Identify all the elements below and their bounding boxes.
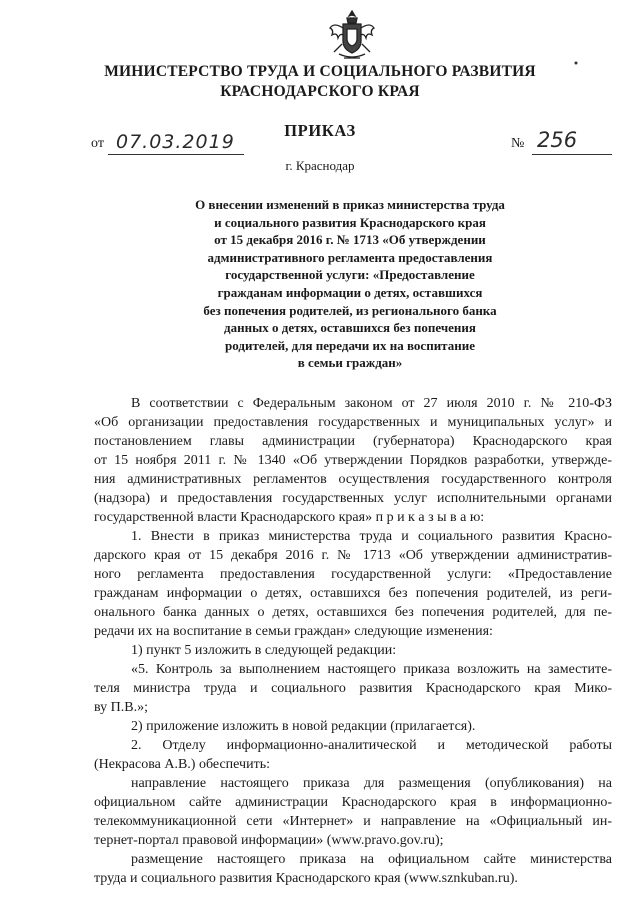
body-line: ния административных регламентов осуществления государственного контроля [94,472,612,487]
title-line: гражданам информации о детях, оставшихся [217,284,483,300]
date-underline [108,154,244,155]
handwritten-date: 07.03.2019 [116,131,235,153]
order-title [160,196,540,372]
title-line: в семьи граждан» [297,355,403,371]
body-line: тернет-портал правовой информации» (www.pravo.gov.ru); [94,833,444,848]
body-line: гражданам информации о детях, оставшихся без попечения родителей, из реги- [94,586,612,601]
body-line: телекоммуникационной сети «Интернет» и направление на «Официальный ин- [94,814,612,829]
title-line: данных о детях, оставшихся без попечения [224,320,476,336]
body-line: 2. Отделу информационно-аналитической и методической работы [131,738,612,753]
city-name: г. Краснодар [285,158,355,173]
body-line: постановлением главы администрации (губернатора) Краснодарского края [94,434,612,449]
ministry-name-line-1: МИНИСТЕРСТВО ТРУДА И СОЦИАЛЬНОГО РАЗВИТИЯ [104,63,536,80]
body-line: «5. Контроль за выполнением настоящего приказа возложить на заместите- [131,662,612,677]
date-prefix: от [91,136,104,151]
body-line: ного регламента предоставления государственной услуги: «Предоставление [94,567,612,582]
body-line: (Некрасова А.В.) обеспечить: [94,757,270,772]
title-line: от 15 декабря 2016 г. № 1713 «Об утверждении [214,232,486,248]
body-line: 2) приложение изложить в новой редакции (прилагается). [131,719,476,734]
stray-dot-mark [573,60,579,66]
number-prefix: № [511,136,525,151]
body-line: ву П.В.»; [94,700,148,715]
title-line: родителей, для передачи их на воспитание [225,337,475,353]
body-line: теля министра труда и социального развития Краснодарского края Мико- [94,681,612,696]
body-line: государственной власти Краснодарского края» п р и к а з ы в а ю: [94,510,485,525]
body-line: труда и социального развития Краснодарского края (www.sznkuban.ru). [94,871,518,886]
body-line: дарского края от 15 декабря 2016 г. № 1713 «Об утверждении административ- [94,548,612,563]
body-line: онального банка данных о детях, оставшихся без попечения родителей, для пе- [94,605,612,620]
title-line: О внесении изменений в приказ министерства труда [195,197,505,212]
body-line: «Об организации предоставления государственных и муниципальных услуг» и [94,415,612,430]
title-line: и социального развития Краснодарского края [214,214,486,230]
number-underline [532,154,612,155]
title-line: без попечения родителей, из регионального банка [203,302,497,318]
body-line: 1. Внести в приказ министерства труда и социального развития Красно- [131,529,612,544]
body-line: направление настоящего приказа для размещения (опубликования) на [131,776,612,791]
body-line: (надзора) и предоставления государственных услуг исполнительными органами [94,491,612,506]
order-body [94,394,612,888]
handwritten-number: 256 [537,128,578,152]
body-line: от 15 ноября 2011 г. № 1340 «Об утверждении Порядков разработки, утвержде- [94,453,612,468]
body-line: официальном сайте администрации Краснодарского края в информационно- [94,795,612,810]
body-line: 1) пункт 5 изложить в следующей редакции: [131,643,397,658]
ministry-name-line-2: КРАСНОДАРСКОГО КРАЯ [220,83,420,100]
body-line: В соответствии с Федеральным законом от 27 июля 2010 г. № 210-ФЗ [131,396,612,411]
body-line: размещение настоящего приказа на официальном сайте министерства [131,852,612,867]
body-line: редачи их на воспитание в семьи граждан» следующие изменения: [94,624,493,639]
document-type-heading: ПРИКАЗ [284,121,356,140]
coat-of-arms-emblem [326,8,378,64]
title-line: административного регламента предоставления [207,249,493,265]
title-line: государственной услуги: «Предоставление [225,267,475,283]
